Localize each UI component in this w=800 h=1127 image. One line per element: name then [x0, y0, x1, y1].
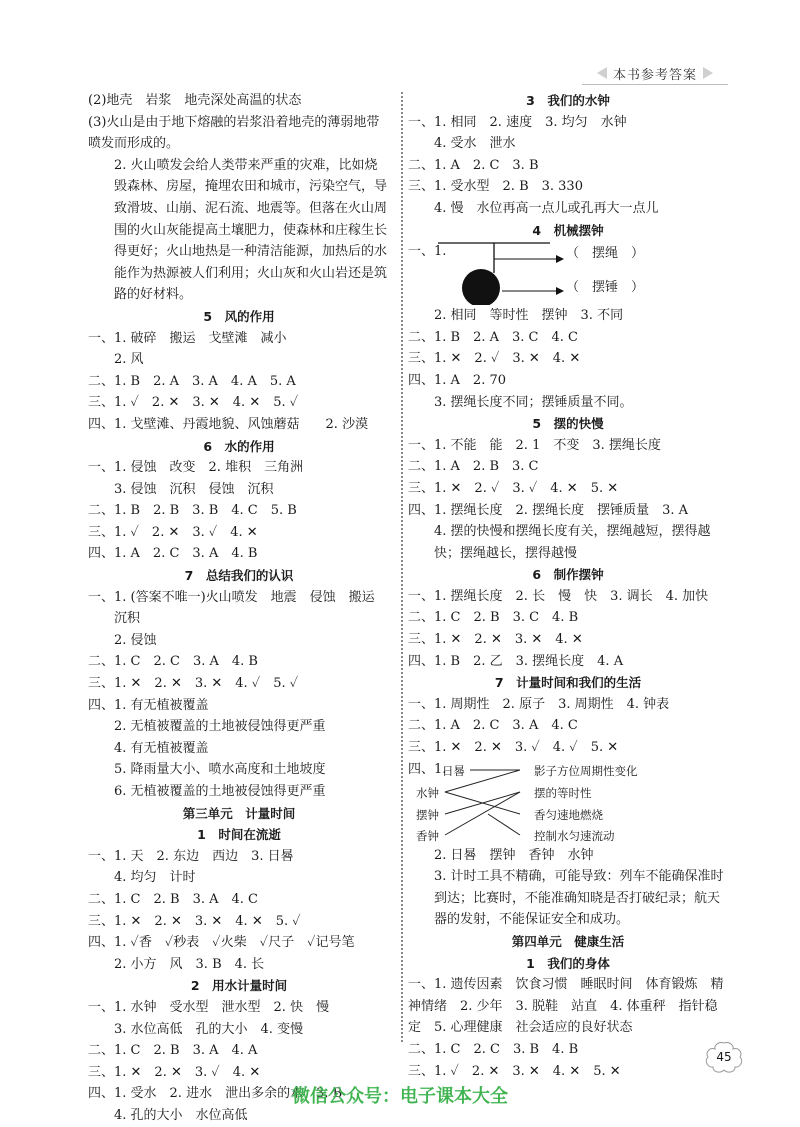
right-column — [408, 90, 728, 1082]
match-left-item: 日晷 — [442, 763, 465, 778]
answer-paragraph: 2. 火山喷发会给人类带来严重的灾难，比如烧毁森林、房屋，掩埋农田和城市，污染空气，导致滑坡、山崩、泥石流、地震等。但落在火山周围的火山灰能提高土壤肥力，使森林和庄稼生长得更好；火山地热是一种清洁能源，加热后的水能作为热源被人们利用；火山灰和火山岩还是筑路的好材料。 — [114, 157, 388, 303]
answer-line: 四、1. ✓香 ✓秒表 ✓火柴 ✓尺子 ✓记号笔 — [88, 935, 355, 951]
answer-line: 3. 摆绳长度不同；摆锤质量不同。 — [434, 394, 633, 410]
answer-line: 5. 降雨量大小、喷水高度和土地坡度 — [114, 762, 326, 778]
answer-line: (3)火山是由于地下熔融的岩浆沿着地壳的薄弱地带喷发而形成的。 — [88, 114, 380, 152]
answer-line: 四、1. — [408, 761, 447, 777]
column-divider — [401, 92, 403, 1042]
match-right-item: 影子方位周期性变化 — [534, 763, 638, 778]
answer-line: 三、1. ✓ 2. ✕ 3. ✕ 4. ✕ 5. ✕ — [408, 1063, 621, 1079]
answer-line: 4. 慢 水位再高一点儿或孔再大一点儿 — [434, 200, 659, 216]
rope-label: （ 摆绳 ） — [566, 246, 645, 262]
page-number: 45 — [716, 1050, 732, 1064]
section-title: 5 风的作用 — [203, 308, 275, 324]
answer-line: 一、1. 侵蚀 改变 2. 堆积 三角洲 — [88, 460, 304, 476]
section-title: 7 总结我们的认识 — [184, 568, 294, 584]
answer-line: 一、1. 不能 能 2. 1 不变 3. 摆绳长度 — [408, 437, 661, 453]
answer-line: 2. 日晷 摆钟 香钟 水钟 — [434, 847, 594, 863]
answer-line: 一、1. 相同 2. 速度 3. 均匀 水钟 — [408, 114, 627, 130]
header-underline — [582, 84, 728, 85]
match-left-item: 香钟 — [416, 828, 439, 843]
section-title: 3 我们的水钟 — [526, 93, 610, 108]
answer-line: 4. 孔的大小 水位高低 — [114, 1107, 248, 1123]
answer-line: (2)地壳 岩浆 地壳深处高温的状态 — [88, 93, 302, 108]
pendulum-drawing — [432, 239, 572, 305]
section-title: 4 机械摆钟 — [532, 222, 604, 238]
answer-paragraph: 一、1. 遗传因素 饮食习惯 睡眠时间 体育锻炼 精神情绪 2. 少年 3. 脱鞋 站直 4. 体重秤 指针稳定 5. 心理健康 社会适应的良好状态 — [408, 977, 724, 1036]
answer-line: 6. 无植被覆盖的土地被侵蚀得更严重 — [114, 784, 326, 799]
answer-line: 三、1. ✕ 2. ✕ 3. ✓ 4. ✕ — [88, 1064, 261, 1080]
answer-line: 三、1. ✕ 2. ✓ 3. ✕ 4. ✕ — [408, 351, 581, 367]
page-number-badge — [704, 1040, 744, 1074]
matching-diagram — [408, 759, 728, 845]
answer-line: 二、1. C 2. B 3. A 4. A — [88, 1043, 258, 1059]
answer-line: 二、1. C 2. C 3. B 4. B — [408, 1041, 579, 1057]
answer-line: 二、1. B 2. A 3. A 4. A 5. A — [88, 373, 296, 389]
answer-line: 三、1. ✓ 2. ✕ 3. ✕ 4. ✕ 5. ✓ — [88, 395, 299, 411]
answer-line: 四、1. 有无植被覆盖 — [88, 697, 209, 713]
match-right-item: 控制水匀速流动 — [534, 828, 615, 843]
unit-title: 第四单元 健康生活 — [511, 934, 625, 949]
answer-line: 三、1. ✕ 2. ✕ 3. ✕ 4. ✕ — [408, 632, 583, 648]
answer-line: 一、1. 破碎 搬运 戈壁滩 减小 — [88, 330, 287, 346]
match-left-item: 摆钟 — [416, 807, 439, 822]
answer-line: 一、1. — [408, 244, 447, 260]
header-label: 本书参考答案 — [612, 67, 697, 83]
watermark: 微信公众号：电子课本大全 — [292, 1086, 508, 1107]
answer-line: 二、1. B 2. A 3. C 4. C — [408, 329, 578, 345]
answer-line: 2. 风 — [114, 352, 144, 368]
section-title: 2 用水计量时间 — [190, 978, 288, 994]
answer-line: 2. 无植被覆盖的土地被侵蚀得更严重 — [114, 719, 326, 735]
answer-line: 三、1. ✕ 2. ✕ 3. ✕ 4. ✓ 5. ✓ — [88, 676, 299, 692]
answer-line: 3. 水位高低 孔的大小 4. 变慢 — [114, 1021, 304, 1037]
answer-paragraph: 3. 计时工具不精确，可能导致：列车不能确保准时到达；比赛时，不能准确知晓是否打破纪录；航天器的发射，不能保证安全和成功。 — [434, 869, 724, 928]
unit-title: 第三单元 计量时间 — [182, 805, 296, 821]
bob-label: （ 摆锤 ） — [566, 280, 645, 296]
answer-paragraph: 4. 摆的快慢和摆绳长度有关，摆绳越短，摆得越快；摆绳越长，摆得越慢 — [434, 524, 711, 561]
answer-line: 一、1. (答案不唯一)火山喷发 地震 侵蚀 搬运 — [88, 589, 375, 605]
answer-line: 一、1. 天 2. 东边 西边 3. 日晷 — [88, 848, 294, 864]
answer-key-header — [582, 62, 728, 84]
answer-line: 4. 受水 泄水 — [434, 136, 516, 152]
answer-line: 3. 侵蚀 沉积 侵蚀 沉积 — [114, 481, 274, 497]
section-title: 7 计量时间和我们的生活 — [494, 675, 642, 691]
answer-line: 2. 小方 风 3. B 4. 长 — [114, 956, 265, 972]
answer-line: 一、1. 水钟 受水型 泄水型 2. 快 慢 — [88, 999, 330, 1015]
pendulum-diagram — [408, 241, 728, 305]
answer-line: 二、1. A 2. C 3. A 4. C — [408, 718, 578, 734]
answer-line: 四、1. A 2. 70 — [408, 372, 507, 388]
section-title: 1 我们的身体 — [526, 955, 610, 971]
answer-line: 一、1. 摆绳长度 2. 长 慢 快 3. 调长 4. 加快 — [408, 588, 709, 604]
match-right-item: 香匀速地燃烧 — [534, 807, 603, 822]
section-title: 5 摆的快慢 — [532, 416, 604, 432]
answer-line: 四、1. 摆绳长度 2. 摆绳长度 摆锤质量 3. A — [408, 502, 688, 518]
match-right-item: 摆的等时性 — [534, 785, 592, 800]
answer-line: 四、1. B 2. 乙 3. 摆绳长度 4. A — [408, 653, 624, 669]
answer-line: 三、1. ✕ 2. ✕ 3. ✓ 4. ✓ 5. ✕ — [408, 740, 619, 756]
answer-line: 三、1. ✓ 2. ✕ 3. ✓ 4. ✕ — [88, 524, 258, 540]
answer-line: 二、1. A 2. C 3. B — [408, 157, 539, 173]
match-left-item: 水钟 — [416, 785, 439, 800]
section-title: 6 制作摆钟 — [532, 567, 604, 583]
answer-line: 三、1. ✕ 2. ✓ 3. ✓ 4. ✕ 5. ✕ — [408, 480, 619, 496]
answer-line: 二、1. C 2. B 3. C 4. B — [408, 610, 579, 626]
answer-line: 一、1. 周期性 2. 原子 3. 周期性 4. 钟表 — [408, 696, 670, 712]
answer-line: 三、1. 受水型 2. B 3. 330 — [408, 179, 583, 195]
section-title: 6 水的作用 — [203, 438, 275, 454]
answer-line: 四、1. 戈壁滩、丹霞地貌、风蚀蘑菇 2. 沙漠 — [88, 416, 369, 432]
answer-line: 四、1. 受水 2. 进水 泄出多余的水 3. B — [88, 1086, 343, 1102]
answer-line: 4. 有无植被覆盖 — [114, 740, 209, 756]
section-title: 1 时间在流逝 — [197, 827, 281, 843]
answer-line: 沉积 — [114, 611, 141, 627]
answer-line: 二、1. B 2. B 3. B 4. C 5. B — [88, 503, 297, 519]
answer-line: 三、1. ✕ 2. ✕ 3. ✕ 4. ✕ 5. ✓ — [88, 913, 301, 929]
left-column — [88, 90, 390, 1127]
answer-line: 2. 侵蚀 — [114, 632, 157, 648]
answer-line: 二、1. A 2. B 3. C — [408, 459, 539, 475]
answer-line: 4. 均匀 计时 — [114, 870, 196, 886]
answer-line: 2. 相同 等时性 摆钟 3. 不同 — [434, 308, 624, 324]
answer-line: 二、1. C 2. B 3. A 4. C — [88, 891, 258, 907]
answer-line: 四、1. A 2. C 3. A 4. B — [88, 546, 258, 562]
answer-line: 二、1. C 2. C 3. A 4. B — [88, 654, 258, 670]
